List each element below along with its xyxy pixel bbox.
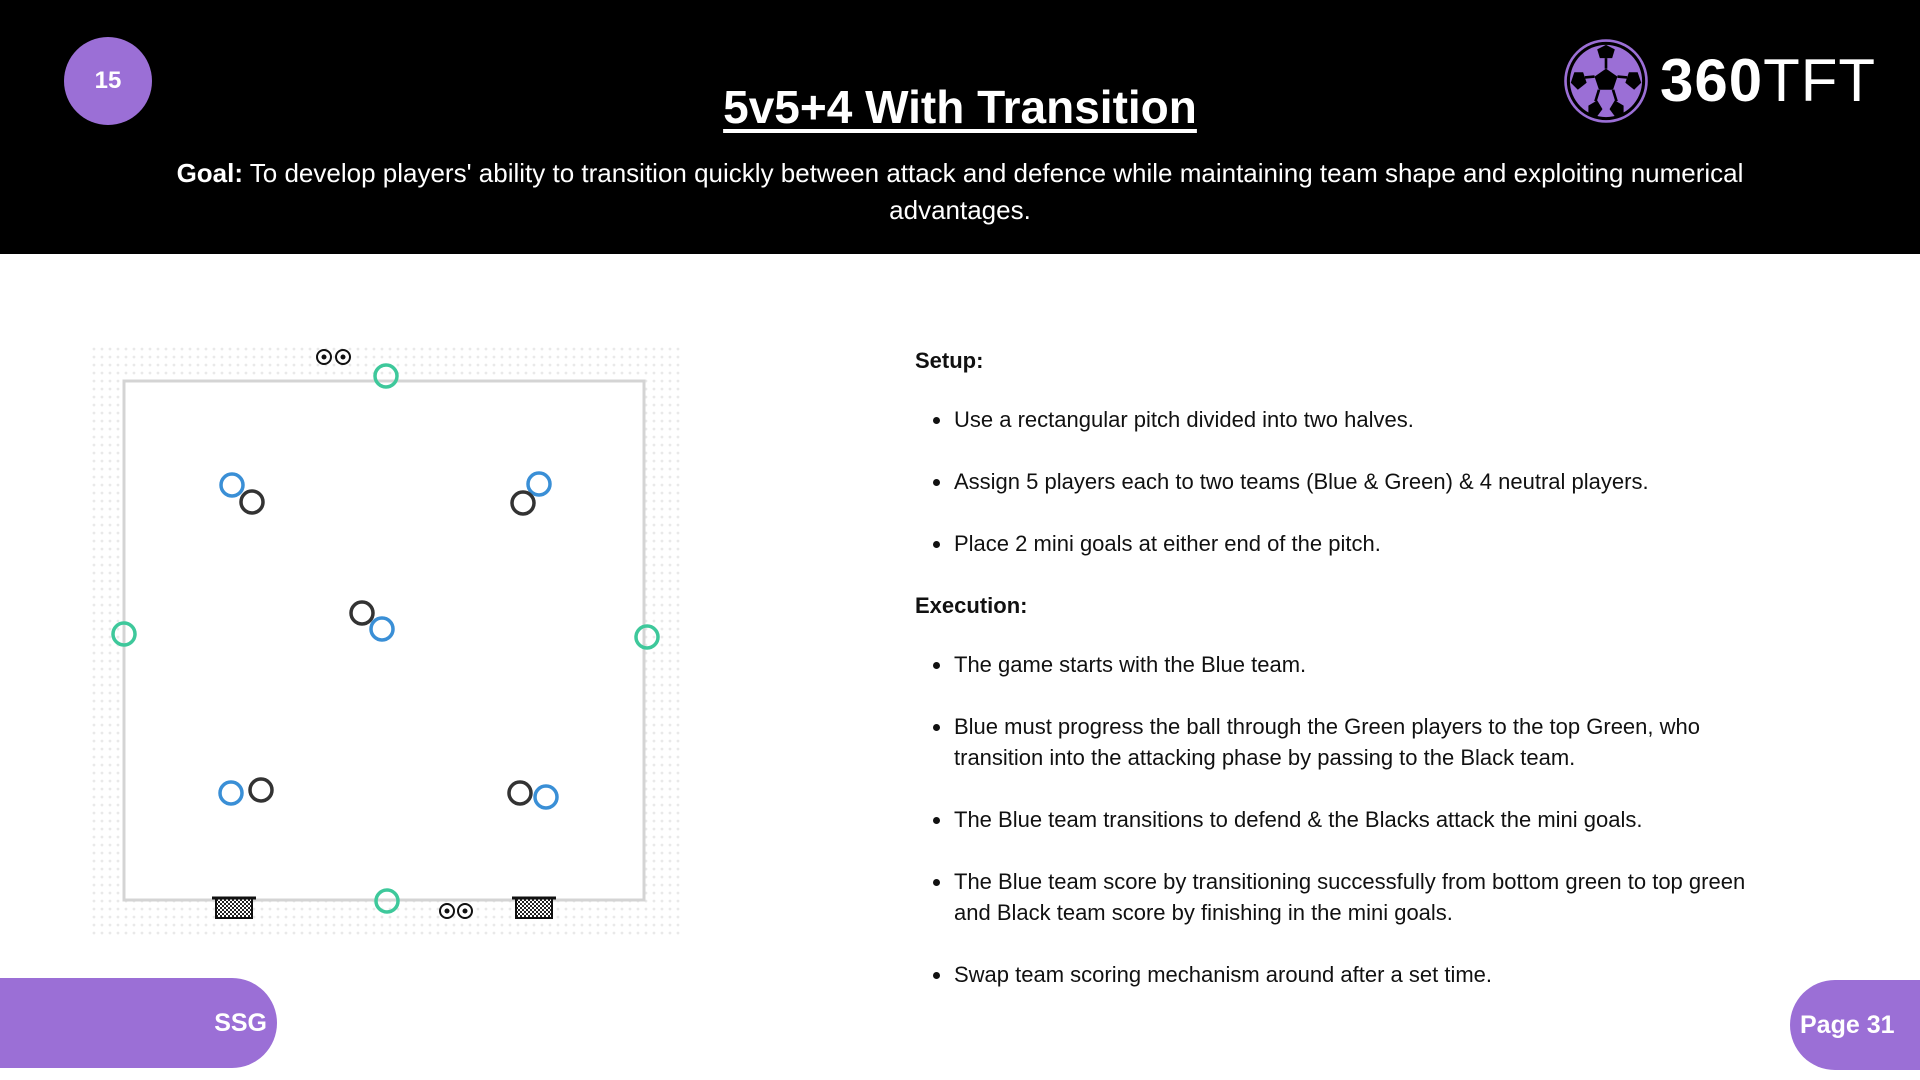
pitch-svg (90, 345, 680, 935)
goal-text (140, 155, 1780, 229)
brand-wordmark (1660, 47, 1877, 114)
soccer-ball-icon (1562, 37, 1650, 125)
mini-goal-icon (512, 898, 556, 918)
execution-item: Swap team scoring mechanism around after a set time. (915, 959, 1775, 990)
execution-item: The Blue team transitions to defend & the Blacks attack the mini goals. (915, 804, 1775, 835)
mini-goal-icon (212, 898, 256, 918)
instructions-panel (915, 345, 1775, 1021)
page-title: 5v5+4 With Transition (723, 81, 1197, 133)
setup-item: Assign 5 players each to two teams (Blue & Green) & 4 neutral players. (915, 466, 1775, 497)
brand-logo (1562, 36, 1876, 126)
execution-item: The Blue team score by transitioning successfully from bottom green to top green and Black team score by finishing in the mini goals. (915, 866, 1775, 928)
drill-number-badge: 15 (64, 37, 152, 125)
pitch-diagram (90, 345, 680, 935)
goal-description: To develop players' ability to transition quickly between attack and defence while maintaining team shape and exploiting numerical advantages. (243, 158, 1744, 225)
header-bar (0, 0, 1920, 254)
brand-number: 360 (1660, 47, 1764, 114)
execution-item: The game starts with the Blue team. (915, 649, 1775, 680)
brand-letters: TFT (1763, 47, 1877, 114)
execution-heading: Execution: (915, 593, 1028, 618)
page-number: Page 31 (1790, 980, 1920, 1070)
execution-item: Blue must progress the ball through the Green players to the top Green, who transition into the attacking phase by passing to the Black team. (915, 711, 1775, 773)
goal-label: Goal: (176, 158, 244, 188)
execution-list (915, 649, 1775, 990)
setup-item: Place 2 mini goals at either end of the pitch. (915, 528, 1775, 559)
setup-item: Use a rectangular pitch divided into two halves. (915, 404, 1775, 435)
category-tag: SSG (0, 978, 277, 1068)
setup-list (915, 404, 1775, 559)
setup-heading: Setup: (915, 348, 984, 373)
